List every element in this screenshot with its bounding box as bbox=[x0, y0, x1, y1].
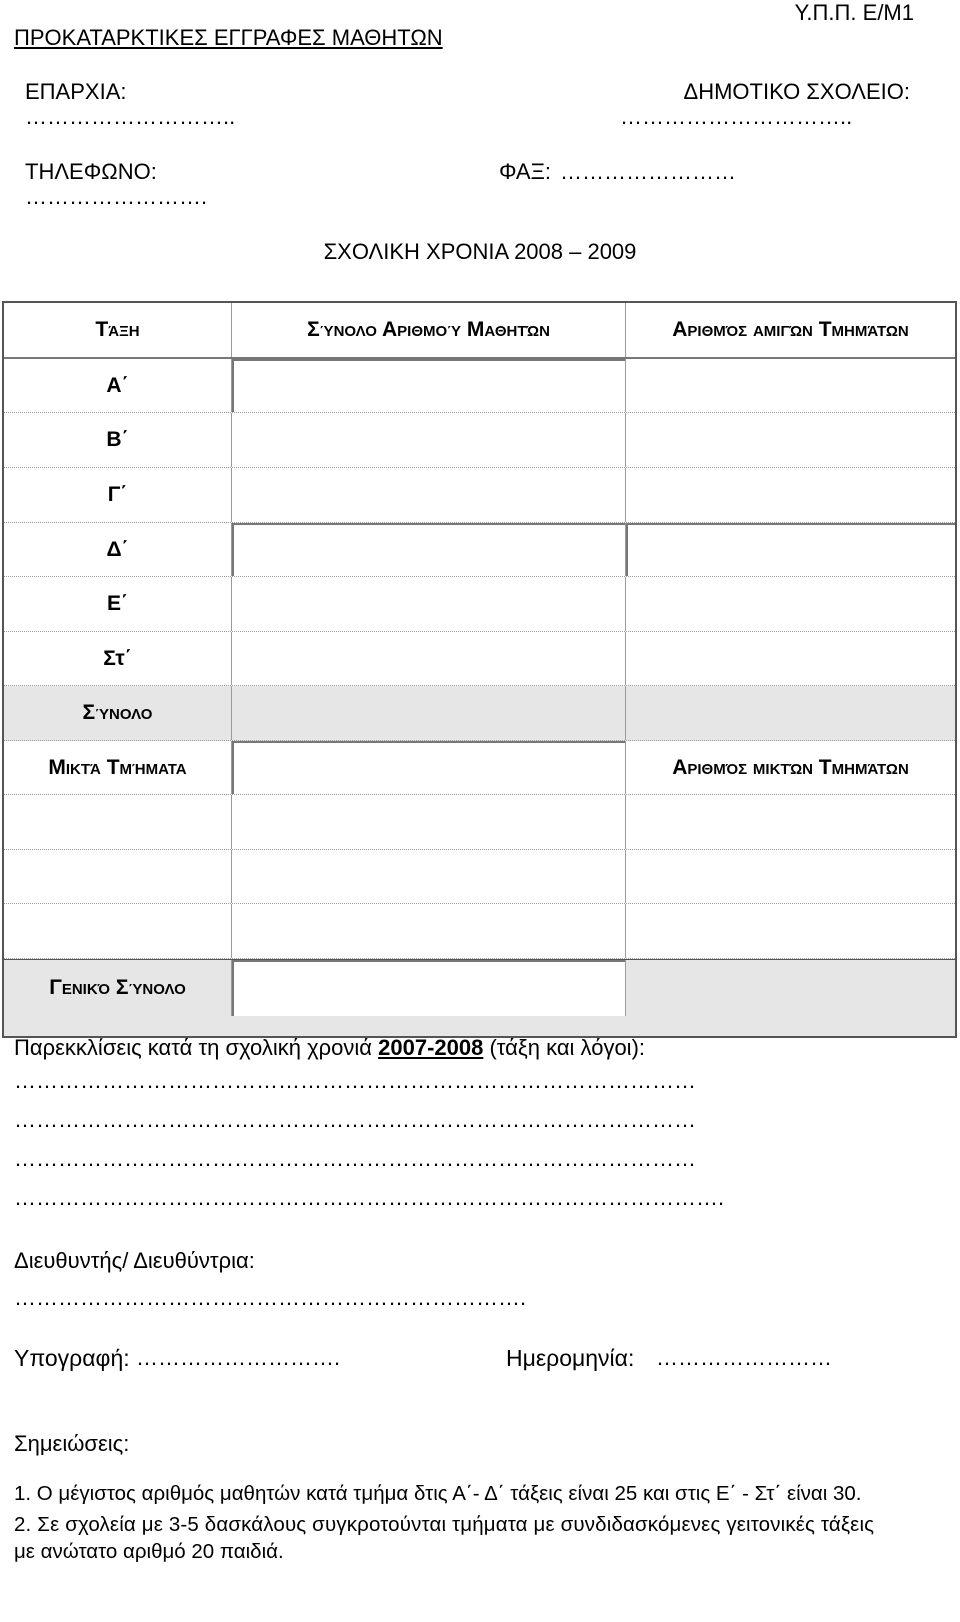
deviations-label bbox=[14, 1035, 645, 1061]
total-students-input[interactable] bbox=[232, 632, 626, 685]
note-item: 2. Σε σχολεία με 3-5 δασκάλους συγκροτούνται τμήματα με συνδιδασκόμενες γειτονικές τάξεις bbox=[14, 1513, 875, 1536]
deviations-suffix: (τάξη και λόγοι): bbox=[489, 1035, 646, 1060]
table-row bbox=[4, 577, 955, 632]
deviations-line[interactable]: ……………………………………………………………………………………. bbox=[14, 1185, 725, 1210]
eparchia-field[interactable]: ……………………….. bbox=[25, 104, 236, 129]
pure-sections-input[interactable] bbox=[626, 413, 955, 467]
grade-label: Ε΄ bbox=[107, 592, 128, 615]
eparchia-label: ΕΠΑΡΧΙΑ: bbox=[25, 79, 127, 104]
pure-sections-input[interactable] bbox=[626, 577, 955, 631]
deviations-line[interactable]: ………………………………………………………………………………… bbox=[14, 1107, 696, 1132]
mixed-sections-cell[interactable] bbox=[232, 741, 626, 794]
grade-label: Β΄ bbox=[106, 428, 129, 451]
grade-label: Δ΄ bbox=[106, 537, 129, 561]
director-field[interactable]: ……………………………………………………………. bbox=[14, 1285, 527, 1310]
phone-label: ΤΗΛΕΦΩΝΟ: bbox=[25, 159, 157, 184]
table-row bbox=[4, 468, 955, 523]
total-students-input[interactable] bbox=[232, 359, 626, 412]
deviations-line[interactable]: ………………………………………………………………………………… bbox=[14, 1068, 696, 1093]
total-students-sum bbox=[232, 686, 626, 740]
total-students-input[interactable] bbox=[232, 413, 626, 467]
form-code: Υ.Π.Π. Ε/Μ1 bbox=[794, 0, 914, 25]
mixed-count-input[interactable] bbox=[626, 904, 955, 958]
grand-total-label: Γενικό Σύνολο bbox=[49, 976, 186, 999]
col-header-grade: Τάξη bbox=[95, 318, 140, 341]
table-row bbox=[4, 632, 955, 686]
col-header-total-students: Σύνολο Αριθμού Μαθητών bbox=[307, 318, 550, 341]
enrollment-table bbox=[2, 301, 957, 1038]
director-label: Διευθυντής/ Διευθύντρια: bbox=[14, 1248, 255, 1273]
pure-sections-input[interactable] bbox=[626, 632, 955, 685]
pure-sections-input[interactable] bbox=[626, 523, 955, 576]
total-label: Σύνολο bbox=[82, 701, 153, 724]
note-item: με ανώτατο αριθμό 20 παιδιά. bbox=[14, 1540, 284, 1563]
mixed-count-input[interactable] bbox=[626, 850, 955, 903]
mixed-sections-label: Μικτά Τμήματα bbox=[48, 755, 187, 779]
grade-label: Α΄ bbox=[106, 373, 129, 397]
note-item: 1. Ο μέγιστος αριθμός μαθητών κατά τμήμα δτις Α΄- Δ΄ τάξεις είναι 25 και στις Ε΄ - Στ΄ είναι 30. bbox=[14, 1482, 862, 1505]
fax-field[interactable]: …………………… bbox=[560, 159, 736, 184]
total-students-input[interactable] bbox=[232, 523, 626, 576]
pure-sections-input[interactable] bbox=[626, 468, 955, 522]
school-year: ΣΧΟΛΙΚΗ ΧΡΟΝΙΑ 2008 – 2009 bbox=[323, 239, 637, 264]
mixed-grades-input[interactable] bbox=[4, 904, 232, 958]
form-title: ΠΡΟΚΑΤΑΡΚΤΙΚΕΣ ΕΓΓΡΑΦΕΣ ΜΑΘΗΤΩΝ bbox=[14, 25, 443, 50]
table-row bbox=[4, 850, 955, 904]
date-label: Ημερομηνία: bbox=[506, 1345, 635, 1371]
table-row bbox=[4, 359, 955, 413]
phone-field[interactable]: ……………………. bbox=[25, 184, 208, 209]
signature-label: Υπογραφή: bbox=[14, 1345, 130, 1371]
table-header-row bbox=[4, 303, 955, 359]
total-students-input[interactable] bbox=[232, 468, 626, 522]
mixed-grades-input[interactable] bbox=[4, 795, 232, 849]
school-label: ΔΗΜΟΤΙΚΟ ΣΧΟΛΕΙΟ: bbox=[683, 79, 910, 104]
mixed-header-row bbox=[4, 741, 955, 795]
grade-label: Γ΄ bbox=[107, 483, 128, 506]
total-row bbox=[4, 686, 955, 741]
mixed-students-input[interactable] bbox=[232, 904, 626, 958]
mixed-count-input[interactable] bbox=[626, 795, 955, 849]
signature-field[interactable]: ………………………. bbox=[136, 1345, 341, 1370]
pure-sections-input[interactable] bbox=[626, 359, 955, 412]
total-pure-sections-sum bbox=[626, 686, 955, 740]
table-row bbox=[4, 413, 955, 468]
mixed-grades-input[interactable] bbox=[4, 850, 232, 903]
table-row bbox=[4, 795, 955, 850]
grade-label: Στ΄ bbox=[103, 646, 132, 670]
mixed-students-input[interactable] bbox=[232, 850, 626, 903]
date-field[interactable]: …………………… bbox=[656, 1345, 832, 1370]
total-students-input[interactable] bbox=[232, 577, 626, 631]
fax-label: ΦΑΞ: bbox=[499, 159, 552, 184]
table-row bbox=[4, 904, 955, 959]
deviations-prefix: Παρεκκλίσεις κατά τη σχολική χρονιά bbox=[14, 1035, 372, 1060]
school-field[interactable]: ………………………….. bbox=[620, 104, 853, 129]
grand-total-students[interactable] bbox=[232, 960, 626, 1016]
notes-title: Σημειώσεις: bbox=[14, 1431, 130, 1456]
mixed-count-label: Αριθμός μικτών Τμημάτων bbox=[672, 755, 909, 779]
grand-total-row bbox=[4, 959, 955, 1036]
table-row bbox=[4, 523, 955, 577]
deviations-line[interactable]: ………………………………………………………………………………… bbox=[14, 1146, 696, 1171]
deviations-year: 2007-2008 bbox=[378, 1035, 484, 1060]
mixed-students-input[interactable] bbox=[232, 795, 626, 849]
col-header-pure-sections: Αριθμός αμιγών Τμημάτων bbox=[672, 318, 909, 341]
grand-total-sections[interactable] bbox=[626, 960, 955, 1016]
